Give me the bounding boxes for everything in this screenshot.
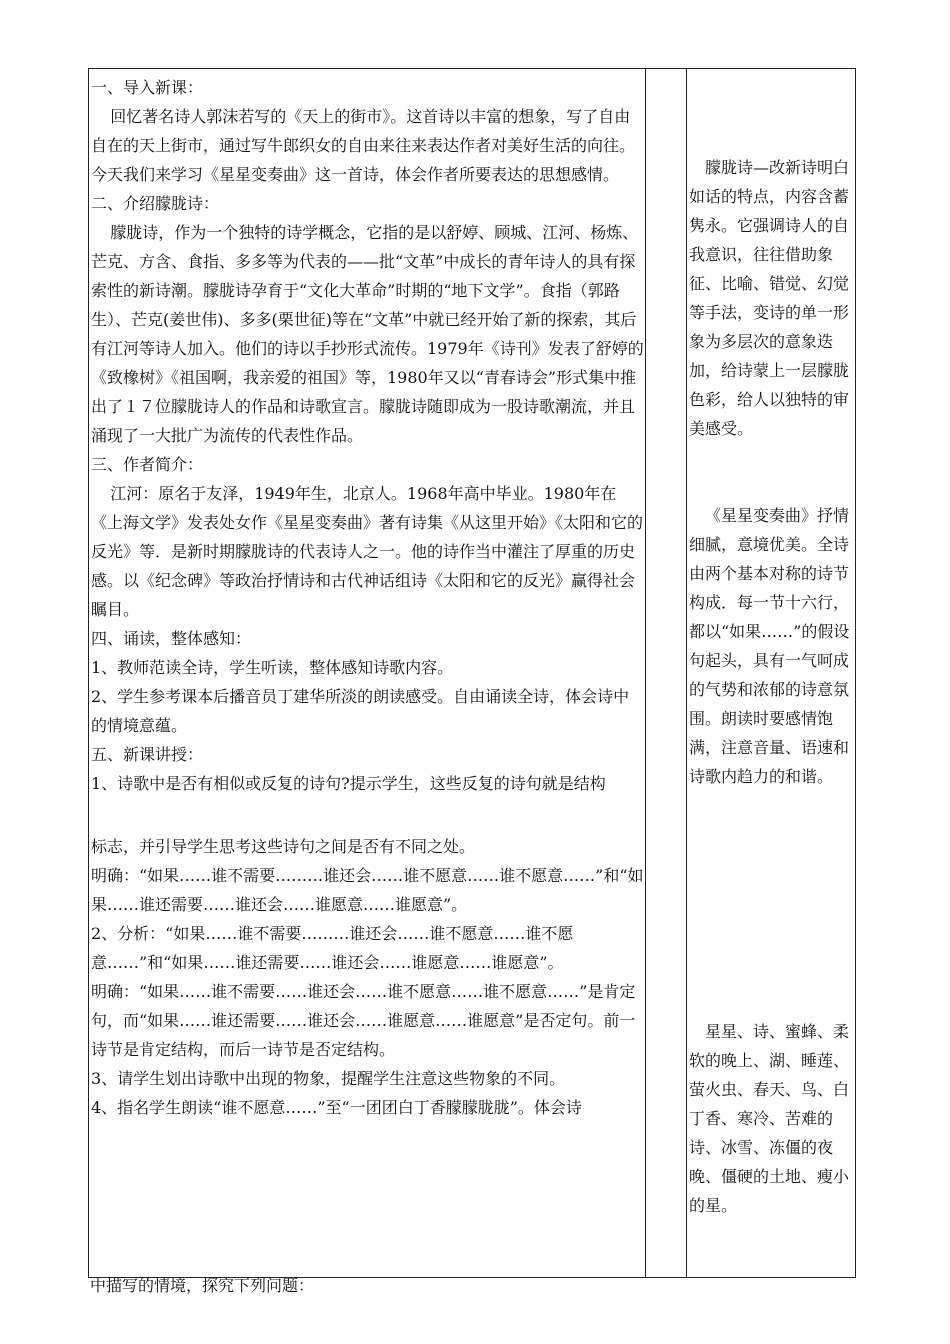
notes-cell — [687, 69, 856, 1278]
table-row — [89, 69, 856, 1278]
section-5-item-2: 2、分析：“如果……谁不需要………谁还会……谁不愿意……谁不愿意……”和“如果……谁还需要……谁还会……谁愿意……谁愿意”。 — [91, 924, 574, 972]
section-4-title: 四、诵读，整体感知： — [91, 629, 252, 648]
lesson-plan-table — [88, 68, 856, 1278]
section-5-title: 五、新课讲授： — [91, 745, 204, 764]
section-4-item-1: 1、教师范读全诗，学生听读，整体感知诗歌内容。 — [91, 658, 454, 677]
section-5-item-4: 4、指名学生朗读“谁不愿意……”至“一团团白丁香朦朦胧胧”。体会诗 — [91, 1098, 582, 1117]
empty-column-cell — [646, 69, 687, 1278]
note-misty-poetry: 朦胧诗—改新诗明白如话的特点，内容含蓄隽永。它强调诗人的自我意识，往往借助象征、比喻、错觉、幻觉等手法，变诗的单一形象为多层次的意象迭加，给诗蒙上一层朦胧色彩，给人以独特的审美感受。 — [689, 158, 850, 438]
section-4-item-2: 2、学生参考课本后播音员丁建华所淡的朗读感受。自由诵读全诗，体会诗中的情境意蕴。 — [91, 687, 630, 735]
section-3-title: 三、作者简介： — [91, 455, 204, 474]
section-3-paragraph: 江河：原名于友泽，1949年生，北京人。1968年高中毕业。1980年在《上海文学》发表处女作《星星变奏曲》著有诗集《从这里开始》《太阳和它的反光》等．是新时期朦胧诗的代表诗人之一。他的诗作当中灌注了厚重的历史感。以《纪念碑》等政治抒情诗和古代神话组诗《太阳和它的反光》赢得社会瞩目。 — [91, 484, 644, 619]
section-1-paragraph: 回忆著名诗人郭沫若写的《天上的街市》。这首诗以丰富的想象，写了自由自在的天上街市，通过写牛郎织女的自由来往来表达作者对美好生活的向往。今天我们来学习《星星变奏曲》这一首诗，体会作者所要表达的思想感情。 — [91, 107, 636, 184]
blank-line — [91, 798, 645, 832]
section-5-item-1: 1、诗歌中是否有相似或反复的诗句?提示学生，这些反复的诗句就是结构 — [91, 774, 606, 793]
section-2-title: 二、介绍朦胧诗： — [91, 194, 220, 213]
section-1-title: 一、导入新课： — [91, 78, 204, 97]
section-5-item-1-continued: 标志，并引导学生思考这些诗句之间是否有不同之处。 — [91, 837, 476, 856]
section-5-clarification-1: 明确：“如果……谁不需要………谁还会……谁不愿意……谁不愿意……”和“如果……谁还需要……谁还会……谁愿意……谁愿意”。 — [91, 866, 644, 914]
teaching-process-cell — [89, 69, 646, 1278]
note-star-variations: 《星星变奏曲》抒情细腻，意境优美。全诗由两个基本对称的诗节构成．每一节十六行，都以“如果……”的假设句起头，具有一气呵成的气势和浓郁的诗意氛围。朗读时要感情饱满，注意音量、语速和诗歌内趋力的和谐。 — [689, 506, 850, 786]
overflow-text-line: 中描写的情境，探究下列问题： — [90, 1276, 315, 1295]
note-imagery-list: 星星、诗、蜜蜂、柔软的晚上、湖、睡莲、萤火虫、春天、鸟、白丁香、寒冷、苦难的诗、冰雪、冻僵的夜晚、僵硬的土地、瘦小的星。 — [689, 1022, 850, 1215]
section-5-clarification-2: 明确：“如果……谁不需要……谁还会……谁不愿意……谁不愿意……”是肯定句，而“如果……谁还需要……谁还会……谁愿意……谁愿意”是否定句。前一诗节是肯定结构，而后一诗节是否定结构。 — [91, 982, 636, 1059]
section-2-paragraph: 朦胧诗，作为一个独特的诗学概念，它指的是以舒婷、顾城、江河、杨炼、芒克、方含、食指、多多等为代表的——批“文革”中成长的青年诗人的具有探索性的新诗潮。朦胧诗孕育于“文化大革命”时期的“地下文学”。食指（郭路生）、芒克(姜世伟)、多多(栗世征)等在“文革”中就已经开始了新的探索，其后有江河等诗人加入。他们的诗以手抄形式流传。1979年《诗刊》发表了舒婷的《致橡树》《祖国啊，我亲爱的祖国》等，1980年又以“青春诗会”形式集中推出了１７位朦胧诗人的作品和诗歌宣言。朦胧诗随即成为一股诗歌潮流，并且涌现了一大批广为流传的代表性作品。 — [91, 223, 644, 445]
section-5-item-3: 3、请学生划出诗歌中出现的物象，提醒学生注意这些物象的不同。 — [91, 1069, 566, 1088]
